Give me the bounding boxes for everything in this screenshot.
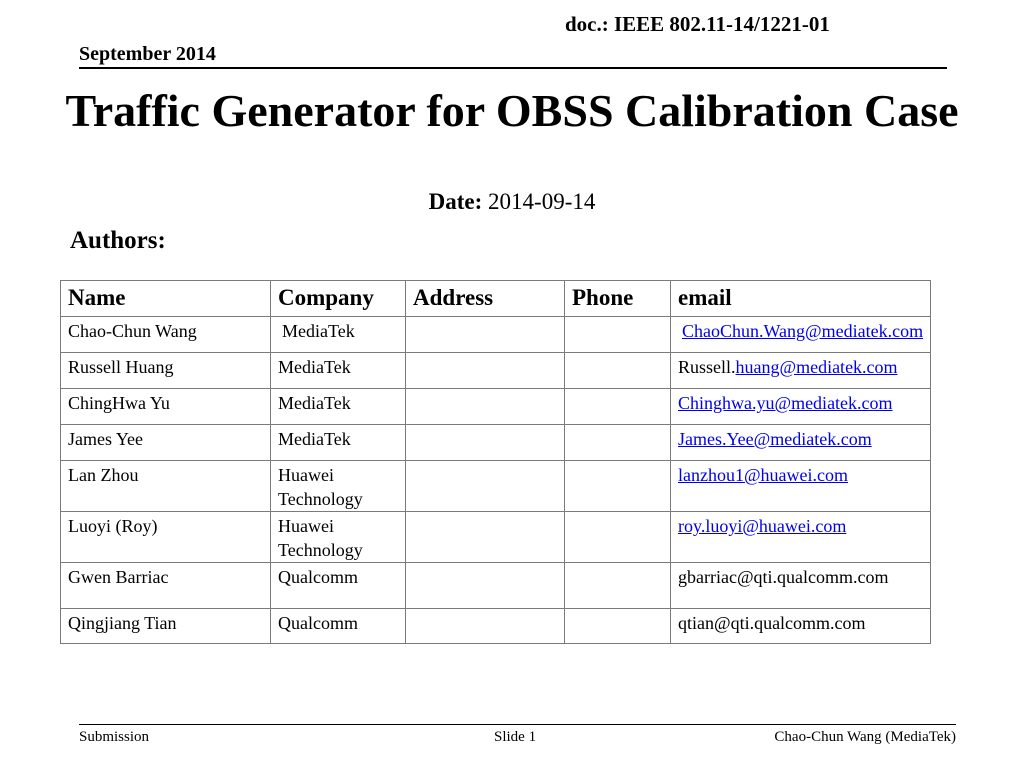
author-company: MediaTek xyxy=(271,425,406,461)
email-prefix: Russell. xyxy=(678,357,736,377)
table-row xyxy=(61,461,931,512)
table-row xyxy=(61,353,931,389)
author-name: Chao-Chun Wang xyxy=(61,317,271,353)
author-phone xyxy=(565,609,671,644)
doc-id: doc.: IEEE 802.11-14/1221-01 xyxy=(565,12,830,36)
table-row xyxy=(61,512,931,563)
column-header-address: Address xyxy=(406,281,565,317)
footer-rule xyxy=(79,724,956,725)
author-phone xyxy=(565,461,671,512)
column-header-email: email xyxy=(671,281,931,317)
author-company: MediaTek xyxy=(271,317,406,353)
author-email xyxy=(671,389,931,425)
author-name: Russell Huang xyxy=(61,353,271,389)
email-link[interactable]: ChaoChun.Wang@mediatek.com xyxy=(682,321,924,341)
author-name: James Yee xyxy=(61,425,271,461)
author-phone xyxy=(565,563,671,609)
author-company: Qualcomm xyxy=(271,563,406,609)
header-rule xyxy=(79,67,947,69)
author-company: Qualcomm xyxy=(271,609,406,644)
author-address xyxy=(406,609,565,644)
author-address xyxy=(406,512,565,563)
author-company: Huawei Technology xyxy=(271,461,406,512)
author-name: Lan Zhou xyxy=(61,461,271,512)
footer-author: Chao-Chun Wang (MediaTek) xyxy=(774,729,956,745)
authors-table xyxy=(60,280,931,644)
author-email xyxy=(671,461,931,512)
author-phone xyxy=(565,425,671,461)
date-label: Date: xyxy=(428,189,483,214)
table-header-row xyxy=(61,281,931,317)
email-link[interactable]: lanzhou1@huawei.com xyxy=(678,465,849,485)
author-email: gbarriac@qti.qualcomm.com xyxy=(671,563,931,609)
table-row xyxy=(61,563,931,609)
author-email xyxy=(671,425,931,461)
author-email xyxy=(671,353,931,389)
author-name: Luoyi (Roy) xyxy=(61,512,271,563)
author-company: Huawei Technology xyxy=(271,512,406,563)
footer-submission: Submission xyxy=(79,729,150,745)
table-row xyxy=(61,425,931,461)
author-address xyxy=(406,317,565,353)
footer-slide-number: Slide 1 xyxy=(494,729,537,745)
date-line xyxy=(0,189,1024,215)
email-link[interactable]: Chinghwa.yu@mediatek.com xyxy=(678,393,893,413)
authors-heading: Authors: xyxy=(70,227,166,254)
author-phone xyxy=(565,512,671,563)
date-value: 2014-09-14 xyxy=(488,189,596,214)
table-row xyxy=(61,317,931,353)
author-company: MediaTek xyxy=(271,353,406,389)
author-address xyxy=(406,353,565,389)
author-address xyxy=(406,461,565,512)
author-name: Qingjiang Tian xyxy=(61,609,271,644)
author-email xyxy=(671,317,931,353)
column-header-phone: Phone xyxy=(565,281,671,317)
author-email: qtian@qti.qualcomm.com xyxy=(671,609,931,644)
column-header-name: Name xyxy=(61,281,271,317)
author-address xyxy=(406,563,565,609)
author-phone xyxy=(565,389,671,425)
email-link[interactable]: huang@mediatek.com xyxy=(735,357,898,377)
author-company: MediaTek xyxy=(271,389,406,425)
author-phone xyxy=(565,317,671,353)
author-address xyxy=(406,389,565,425)
table-row xyxy=(61,389,931,425)
header-date: September 2014 xyxy=(79,43,216,65)
author-email xyxy=(671,512,931,563)
author-address xyxy=(406,425,565,461)
author-name: Gwen Barriac xyxy=(61,563,271,609)
email-link[interactable]: James.Yee@mediatek.com xyxy=(678,429,872,449)
table-row xyxy=(61,609,931,644)
author-name: ChingHwa Yu xyxy=(61,389,271,425)
slide-title: Traffic Generator for OBSS Calibration Case xyxy=(65,85,959,136)
column-header-company: Company xyxy=(271,281,406,317)
author-phone xyxy=(565,353,671,389)
email-link[interactable]: roy.luoyi@huawei.com xyxy=(678,516,847,536)
